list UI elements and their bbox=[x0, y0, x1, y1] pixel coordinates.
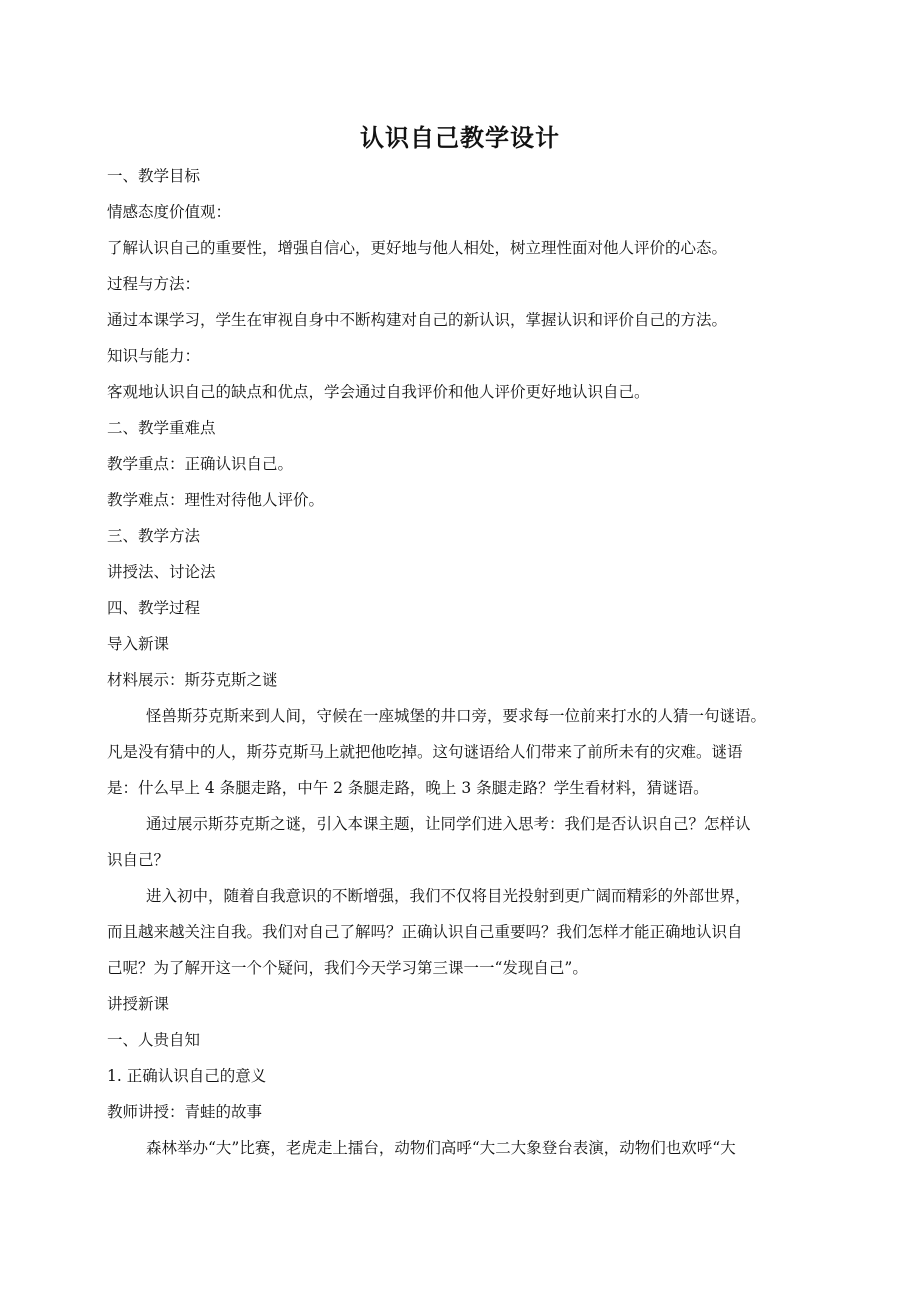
paragraph-sphinx-line-2: 凡是没有猜中的人，斯芬克斯马上就把他吃掉。这句谜语给人们带来了前所未有的灾难。谜语 bbox=[107, 743, 743, 761]
subheading-new-lesson: 讲授新课 bbox=[107, 995, 170, 1013]
heading-methods: 三、教学方法 bbox=[107, 527, 201, 545]
heading-key-points: 二、教学重难点 bbox=[107, 419, 216, 437]
paragraph-forest-contest: 森林举办“大”比赛，老虎走上擂台，动物们高呼“大二大象登台表演，动物们也欢呼“大 bbox=[146, 1139, 736, 1157]
paragraph-difficult-point: 教学难点：理性对待他人评价。 bbox=[107, 491, 325, 509]
heading-teaching-objectives: 一、教学目标 bbox=[107, 167, 201, 185]
paragraph-junior-line-1: 进入初中，随着自我意识的不断增强，我们不仅将目光投射到更广阔而精彩的外部世界， bbox=[146, 887, 751, 905]
paragraph-intro-line-1: 通过展示斯芬克斯之谜，引入本课主题，让同学们进入思考：我们是否认识自己？怎样认 bbox=[146, 815, 751, 833]
heading-process: 四、教学过程 bbox=[107, 599, 201, 617]
paragraph-methods: 讲授法、讨论法 bbox=[107, 563, 216, 581]
paragraph-material: 材料展示：斯芬克斯之谜 bbox=[107, 671, 278, 689]
paragraph-key-point: 教学重点：正确认识自己。 bbox=[107, 455, 294, 473]
document-title: 认识自己教学设计 bbox=[360, 124, 560, 152]
paragraph-sphinx-line-3: 是：什么早上 4 条腿走路，中午 2 条腿走路，晚上 3 条腿走路？学生看材料，猜谜语。 bbox=[107, 779, 709, 797]
paragraph-junior-line-2: 而且越来越关注自我。我们对自己了解吗？正确认识自己重要吗？我们怎样才能正确地认识自 bbox=[107, 923, 743, 941]
paragraph-intro-line-2: 识自己？ bbox=[107, 851, 170, 869]
paragraph-knowledge: 客观地认识自己的缺点和优点，学会通过自我评价和他人评价更好地认识自己。 bbox=[107, 383, 650, 401]
subheading-intro: 导入新课 bbox=[107, 635, 170, 653]
paragraph-frog-story: 教师讲授：青蛙的故事 bbox=[107, 1103, 263, 1121]
subheading-process: 过程与方法： bbox=[107, 275, 201, 293]
paragraph-sphinx-line-1: 怪兽斯芬克斯来到人间，守候在一座城堡的井口旁，要求每一位前来打水的人猜一句谜语。 bbox=[146, 707, 767, 725]
subheading-knowledge: 知识与能力： bbox=[107, 347, 201, 365]
heading-self-knowledge: 一、人贵自知 bbox=[107, 1031, 201, 1049]
paragraph-junior-line-3: 己呢？为了解开这一个个疑问，我们今天学习第三课一一“发现自己”。 bbox=[107, 959, 588, 977]
subheading-significance: 1. 正确认识自己的意义 bbox=[107, 1067, 267, 1085]
paragraph-values: 了解认识自己的重要性，增强自信心，更好地与他人相处，树立理性面对他人评价的心态。 bbox=[107, 239, 728, 257]
subheading-values: 情感态度价值观： bbox=[107, 203, 232, 221]
paragraph-process: 通过本课学习，学生在审视自身中不断构建对自己的新认识，掌握认识和评价自己的方法。 bbox=[107, 311, 728, 329]
